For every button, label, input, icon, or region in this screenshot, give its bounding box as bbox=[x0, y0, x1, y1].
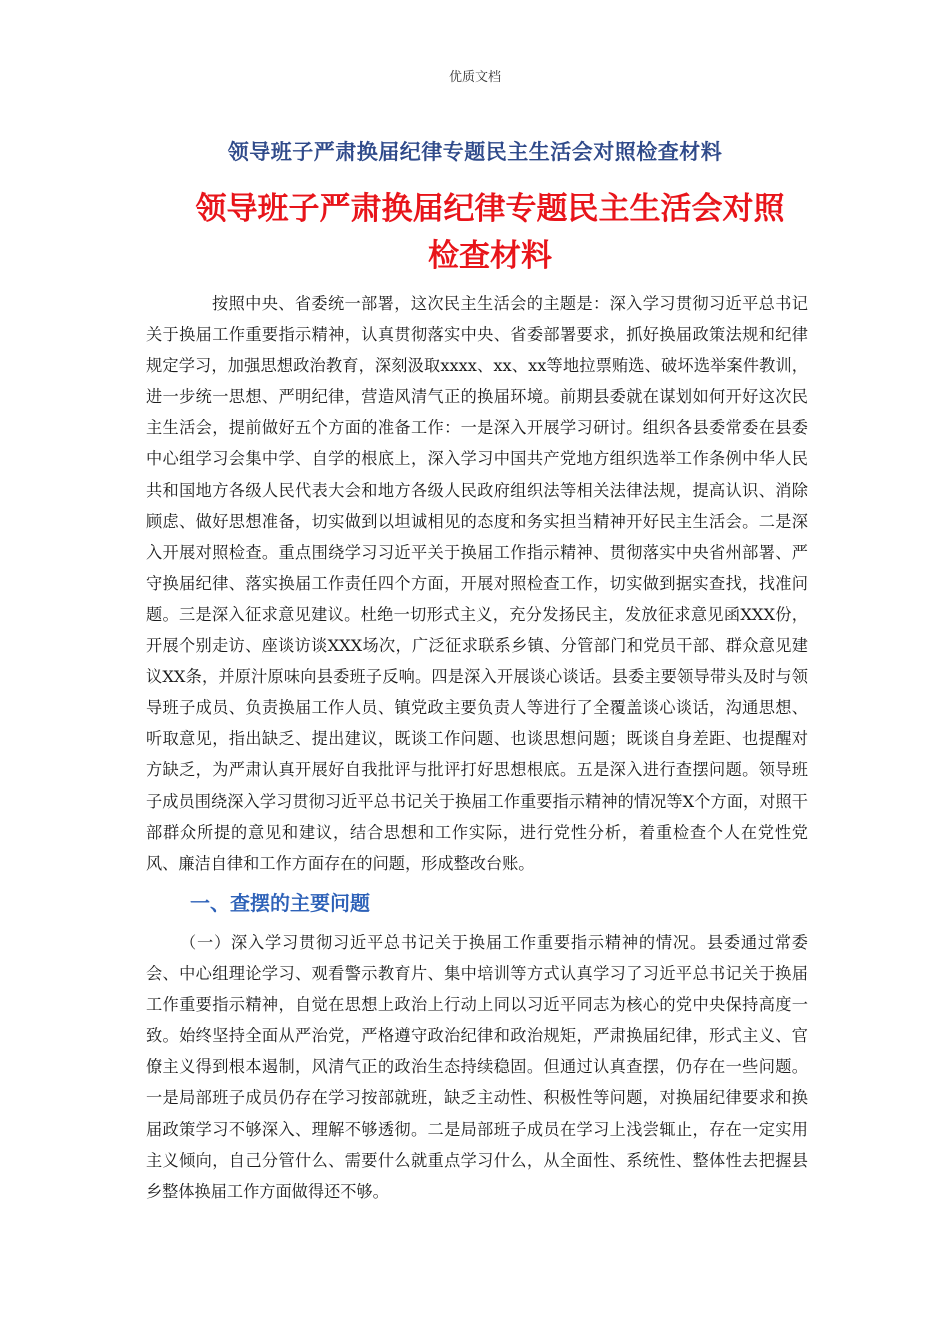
section-heading-problems: 一、查摆的主要问题 bbox=[190, 891, 370, 915]
section-one-paragraph: （一）深入学习贯彻习近平总书记关于换届工作重要指示精神的情况。县委通过常委会、中心组理论学习、观看警示教育片、集中培训等方式认真学习了习近平总书记关于换届工作重要指示精神，自觉在思想上政治上行动上同以习近平同志为核心的党中央保持高度一致。始终坚持全面从严治党，严格遵守政治纪律和政治规矩，严肃换届纪律，形式主义、官僚主义得到根本遏制，风清气正的政治生态持续稳固。但通过认真查摆，仍存在一些问题。一是局部班子成员仍存在学习按部就班，缺乏主动性、积极性等问题，对换届纪律要求和换届政策学习不够深入、理解不够透彻。二是局部班子成员在学习上浅尝辄止，存在一定实用主义倾向，自己分管什么、需要什么就重点学习什么，从全面性、系统性、整体性去把握县乡整体换届工作方面做得还不够。 bbox=[146, 933, 808, 1201]
header-watermark-text: 优质文档 bbox=[448, 70, 501, 85]
intro-section bbox=[146, 288, 808, 879]
section-one-body bbox=[146, 927, 808, 1207]
document-subtitle: 领导班子严肃换届纪律专题民主生活会对照检查材料 bbox=[227, 140, 723, 164]
intro-paragraph: 按照中央、省委统一部署，这次民主生活会的主题是：深入学习贯彻习近平总书记关于换届工作重要指示精神，认真贯彻落实中央、省委部署要求，抓好换届政策法规和纪律规定学习，加强思想政治教育，深刻汲取xxxx、xx、xx等地拉票贿选、破坏选举案件教训，进一步统一思想、严明纪律，营造风清气正的换届环境。前期县委就在谋划如何开好这次民主生活会，提前做好五个方面的准备工作：一是深入开展学习研讨。组织各县委常委在县委中心组学习会集中学、自学的根底上，深入学习中国共产党地方组织选举工作条例中华人民共和国地方各级人民代表大会和地方各级人民政府组织法等相关法律法规，提高认识、消除顾虑、做好思想准备，切实做到以坦诚相见的态度和务实担当精神开好民主生活会。二是深入开展对照检查。重点围绕学习习近平关于换届工作指示精神、贯彻落实中央省州部署、严守换届纪律、落实换届工作责任四个方面，开展对照检查工作，切实做到据实查找，找准问题。三是深入征求意见建议。杜绝一切形式主义，充分发扬民主，发放征求意见函XXX份，开展个别走访、座谈访谈XXX场次，广泛征求联系乡镇、分管部门和党员干部、群众意见建议XX条，并原汁原味向县委班子反响。四是深入开展谈心谈话。县委主要领导带头及时与领导班子成员、负责换届工作人员、镇党政主要负责人等进行了全覆盖谈心谈话，沟通思想、听取意见，指出缺乏、提出建议，既谈工作问题、也谈思想问题；既谈自身差距、也提醒对方缺乏，为严肃认真开展好自我批评与批评打好思想根底。五是深入进行查摆问题。领导班子成员围绕深入学习贯彻习近平总书记关于换届工作重要指示精神的情况等X个方面，对照干部群众所提的意见和建议，结合思想和工作实际，进行党性分析，着重检查个人在党性党风、廉洁自律和工作方面存在的问题，形成整改台账。 bbox=[146, 294, 808, 873]
document-title: 领导班子严肃换届纪律专题民主生活会对照检查材料 bbox=[195, 191, 785, 274]
